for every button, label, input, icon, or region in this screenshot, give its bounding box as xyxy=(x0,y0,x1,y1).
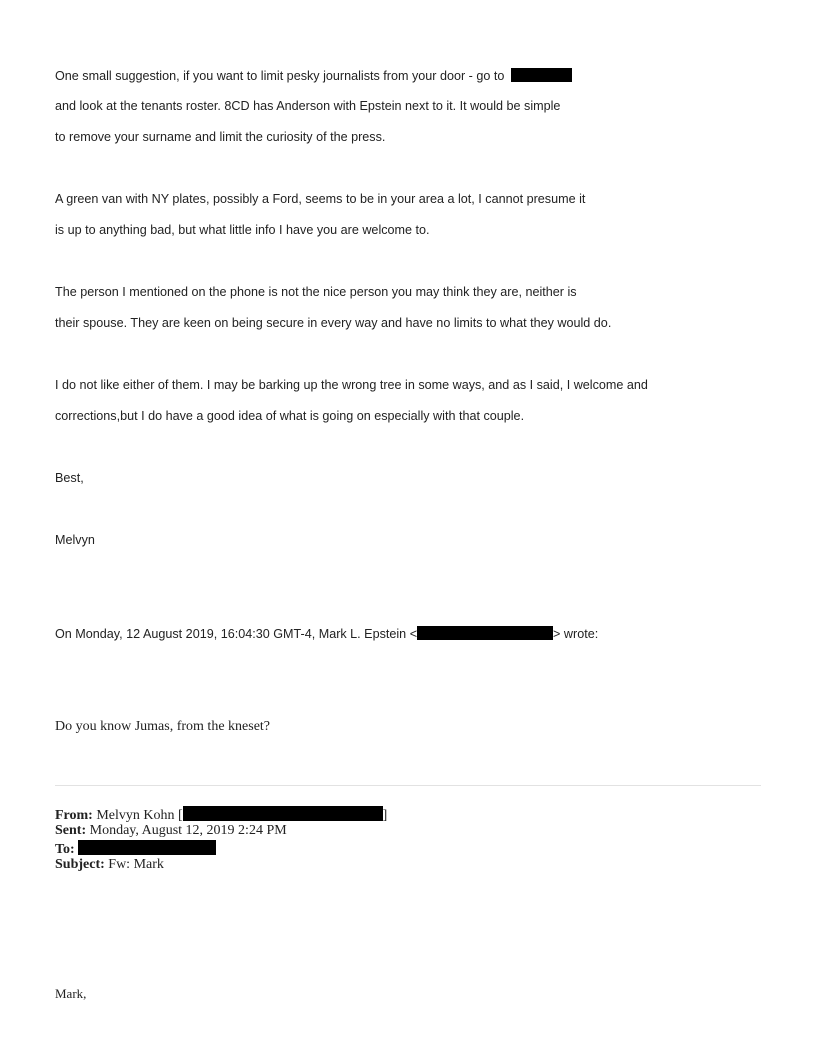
forward-sent: Sent: Monday, August 12, 2019 2:24 PM xyxy=(55,823,287,838)
body-line-6: The person I mentioned on the phone is not the nice person you may think they are, neither is xyxy=(55,285,577,299)
body-line-7: their spouse. They are keen on being secure in every way and have no limits to what they would do. xyxy=(55,316,612,330)
body-line-4: A green van with NY plates, possibly a Ford, seems to be in your area a lot, I cannot presume it xyxy=(55,192,586,206)
body-line-9: corrections,but I do have a good idea of what is going on especially with that couple. xyxy=(55,409,525,423)
quote-header: On Monday, 12 August 2019, 16:04:30 GMT-4, Mark L. Epstein < > wrote: xyxy=(55,627,599,641)
body-line-5: is up to anything bad, but what little info I have you are welcome to. xyxy=(55,223,430,237)
forward-greeting: Mark, xyxy=(55,986,87,1001)
forward-to: To: xyxy=(55,840,216,858)
body-line-3: to remove your surname and limit the curiosity of the press. xyxy=(55,130,386,144)
redaction-bar xyxy=(511,68,572,82)
forward-from: From: Melvyn Kohn [ ] xyxy=(55,808,388,823)
signature: Melvyn xyxy=(55,533,95,547)
redaction-bar xyxy=(78,840,216,855)
closing: Best, xyxy=(55,471,84,485)
forward-subject: Subject: Fw: Mark xyxy=(55,857,164,872)
divider xyxy=(55,785,761,786)
body-line-1: One small suggestion, if you want to limit pesky journalists from your door - go to xyxy=(55,68,572,83)
body-line-8: I do not like either of them. I may be barking up the wrong tree in some ways, and as I said, I welcome and xyxy=(55,378,648,392)
quoted-message: Do you know Jumas, from the kneset? xyxy=(55,719,271,734)
redaction-bar xyxy=(417,626,553,640)
body-line-2: and look at the tenants roster. 8CD has Anderson with Epstein next to it. It would be simple xyxy=(55,99,561,113)
redaction-bar xyxy=(183,806,383,821)
